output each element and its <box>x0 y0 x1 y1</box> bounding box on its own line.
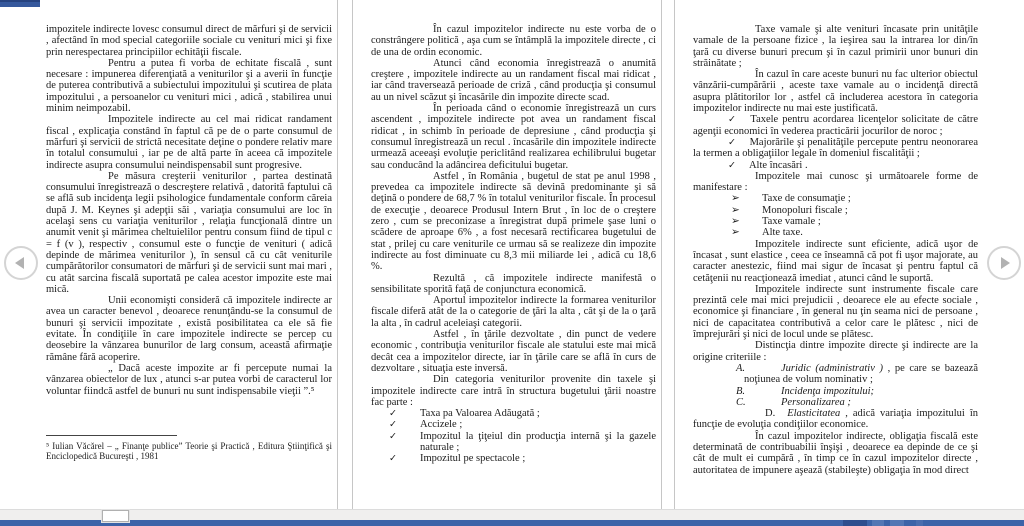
list-item <box>693 397 978 408</box>
list-item <box>693 408 978 431</box>
paragraph: Aportul impozitelor indirecte la formarea veniturilor fiscale diferă atât de la o categorie de ţări la alta , cât şi de la o ţară la alta , în cadrul aceleiaşi categorii. <box>371 295 656 329</box>
bottom-toolbar <box>0 520 1024 526</box>
list-item-text: Taxe de consumaţie ; <box>762 193 851 205</box>
footnote-rule <box>46 435 177 436</box>
paragraph: Atunci când economia înregistrează o anumită creştere , impozitele indirecte au un randament fiscal mai ridicat , iar când traversează perioade de criză , când producţia şi consumul au un nivel scăzut şi încasările din impozite directe scad. <box>371 57 656 103</box>
arrow-bullet-icon: ➢ <box>731 215 740 228</box>
list-item <box>693 114 978 137</box>
toolbar-button-partial[interactable] <box>872 520 884 526</box>
paragraph: Distincţia dintre impozite directe şi indirecte are la origine criteriile : <box>693 340 978 363</box>
paragraph: impozitele indirecte lovesc consumul direct de mărfuri şi de servicii , afectând în mod special categoriile sociale cu venituri mici şi fixe prin nerespectarea principiilor echităţii fiscale. <box>46 24 332 58</box>
list-item <box>693 363 978 386</box>
prev-page-button[interactable] <box>4 246 38 280</box>
list-item-text: Impozitul la ţiţeiul din producţia internă şi la gazele naturale ; <box>420 430 656 453</box>
check-icon: ✓ <box>728 114 738 126</box>
list-item-text: Alte încasări . <box>748 159 808 171</box>
paragraph: Din categoria veniturilor provenite din taxele şi impozitele indirecte care intră în structura bugetului ţării noastre fac parte : <box>371 374 656 408</box>
paragraph: Impozitele indirecte au cel mai ridicat randament fiscal , explicaţia constând în faptul că pe de o parte consumul de mărfuri şi servicii de strictă necesitate deţine o pondere relativ mare în totalul consumului , iar pe de altă parte în aceea că impozitele indirecte asupra consumului neindispensabil sunt progresive. <box>46 114 332 171</box>
list-letter-label: A. <box>736 362 746 374</box>
chevron-left-icon <box>15 257 24 269</box>
paragraph: Astfel , în ţările dezvoltate , din punct de vedere economic , contribuţia veniturilor fiscale ale statului este mai mică decât cea a impozitelor directe, iar în ţările care se află în curs de dezvoltare , situaţia este inversă. <box>371 329 656 374</box>
next-page-button[interactable] <box>987 246 1021 280</box>
check-icon: ✓ <box>389 453 397 465</box>
list-letter-label: D. <box>765 408 776 420</box>
chevron-right-icon <box>1001 257 1010 269</box>
toolbar-button-partial[interactable] <box>916 520 923 526</box>
toolbar-button-partial[interactable] <box>843 520 867 526</box>
list-item <box>693 160 978 171</box>
list-item-emphasis: Juridic (administrativ ) <box>781 362 883 374</box>
document-page-right <box>674 0 1024 526</box>
list-item-text: , adică variaţia impozitului în funcţie de evoluţia condiţiilor economice. <box>693 408 978 431</box>
paragraph: Astfel , în România , bugetul de stat pe anul 1998 , prevedea ca impozitele indirecte să devină predominante şi să deţină o pondere de 68,7 % în totalul veniturilor fiscale. În procesul de execuţie , deoarece Produsul Intern Brut , în loc de o creştere zero , cum se preconizase a înregistrat după primele şase luni o scădere de aproape 6% , a fost necesară rectificarea bugetului de stat , prilej cu care veniturile ce urmau să se realizeze din impozite indirecte au fost diminuate cu 8,3 mii miliarde lei , adică cu 18,6 %. <box>371 170 656 273</box>
list-item-emphasis: Incidenţa impozitului; <box>781 385 875 397</box>
list-item-text: Taxele pentru acordarea licenţelor solicitate de către agenţii economici în vederea practicării jocurilor de noroc ; <box>693 114 978 137</box>
paragraph: Impozitele indirecte sunt eficiente, adică uşor de încasat , sunt elastice , ceea ce înseamnă că pot fi uşor majorate, au caracter anestezic, fiind mai sigur de încasat şi pentru faptul că cetăţenii nu reacţionează imediat , atunci când le suportă. <box>693 238 978 284</box>
check-icon: ✓ <box>389 430 397 442</box>
document-page-center <box>352 0 662 526</box>
list-item-text: Alte taxe. <box>762 227 803 239</box>
list-item-text: Taxa pa Valoarea Adăugată ; <box>420 408 540 420</box>
paragraph: În perioada când o economie înregistrează un curs ascendent , impozitele indirecte pot avea un randament fiscal ridicat , in schimb în perioade de depresiune , când producţia şi consumul înregistrează un recul . încasările din impozitele indirecte urmează aceeaşi evoluţie periclitând realizarea echilibrului bugetar sau conducând la adâncirea deficitului bugetar. <box>371 103 656 171</box>
paragraph: Impozitele mai cunosc şi următoarele forme de manifestare : <box>693 170 978 194</box>
list-item-text: Impozitul pe spectacole ; <box>420 453 526 465</box>
paragraph: În cazul în care aceste bunuri nu fac ulterior obiectul vânzării-cumpărării , aceste taxe vamale au o incidenţă directă asupra plătitorilor lor , astfel că includerea acestora în categoria impozitelor indirecte nu mai este justificată. <box>693 69 978 115</box>
paragraph: „ Dacă aceste impozite ar fi percepute numai la vânzarea obiectelor de lux , atunci s-ar putea vorbi de caracterul lor voluntar fiindcă astfel de bunuri nu sunt indispensabile vieţii ”.⁵ <box>46 362 332 397</box>
paragraph: Unii economişti consideră că impozitele indirecte ar avea un caracter benevol , deoarece renunţându-se la consumul de bunuri şi servicii impozitate , există posibilitatea ca ele să fie evitate. În condiţiile în care impozitele indirecte se percep cu deosebire la vânzarea bunurilor de larg consum, această afirmaţie rămâne fără acoperire. <box>46 295 332 363</box>
check-icon: ✓ <box>389 419 397 431</box>
list-item-text: Accizele ; <box>420 419 463 431</box>
page-number-input[interactable] <box>102 510 129 522</box>
list-item-text: Taxe vamale ; <box>762 216 821 228</box>
list-item <box>371 419 656 430</box>
list-item <box>693 137 978 160</box>
check-icon: ✓ <box>389 408 397 420</box>
arrow-bullet-icon: ➢ <box>731 226 740 239</box>
list-item <box>371 408 656 419</box>
footnote-text: ⁵ Iulian Văcărel – „ Finanţe publice” Teorie şi Practică , Editura Ştiinţifică şi Enciclopedică Bucureşti , 1981 <box>46 440 332 462</box>
list-letter-label: C. <box>736 396 746 408</box>
check-icon: ✓ <box>728 159 736 171</box>
check-icon: ✓ <box>728 136 737 148</box>
page-text-column <box>371 24 656 465</box>
paragraph: Pe măsura creşterii veniturilor , partea destinată consumului înregistrează o descreştere relativă , datorită faptului că se află sub incidenţa legii psihologice fundamentale conform căreia după J. M. Keynes şi adepţii săi , variaţia consumului are loc în acelaşi sens cu variaţia veniturilor , relaţia funcţională dintre un anumit venit şi mărimea cheltuielilor pentru consum fiind de tipul c = f (v ), respectiv , consumul este o funcţie de venituri ( adică depinde de mărimea veniturilor ), în sensul că cu cât veniturile cumpărătorilor consumatori de mărfuri şi de servicii sunt mai mari , cu atât sarcina fiscală suportată pe calea acestor impozite este mai mică. <box>46 170 332 295</box>
loading-progress-bar <box>0 0 40 7</box>
list-item <box>371 431 656 454</box>
toolbar-button-partial[interactable] <box>890 520 904 526</box>
paragraph: Taxe vamale şi alte venituri încasate prin unităţile vamale de la persoane fizice , la ieşirea sau la intrarea lor din/în ţară cu diverse bunuri precum şi în cazul primirii unor bunuri din străinătate ; <box>693 24 978 69</box>
list-item-emphasis: Elasticitatea <box>787 408 841 420</box>
document-page-left <box>0 0 338 526</box>
list-item-emphasis: Personalizarea ; <box>781 396 851 408</box>
list-item-text: Majorările şi penalităţile percepute pentru neonorarea la termen a obligaţiilor legale în domeniul fiscalităţii ; <box>693 136 978 160</box>
paragraph: Rezultă , că impozitele indirecte manifestă o sensibilitate sporită faţă de conjunctura economică. <box>371 272 656 295</box>
list-item <box>371 453 656 464</box>
list-item-text: , pe care se bazează noţiunea de volum nominativ ; <box>744 362 978 386</box>
viewer-status-strip <box>0 509 1024 520</box>
paragraph: În cazul impozitelor indirecte nu este vorba de o constrângere politică , aşa cum se întâmplă la impozitele directe , ci de una de ordin economic. <box>371 24 656 58</box>
page-text-column <box>46 24 332 462</box>
arrow-bullet-icon: ➢ <box>731 203 740 216</box>
list-item <box>693 386 978 397</box>
paragraph: În cazul impozitelor indirecte, obligaţia fiscală este determinată de contribuabilii înşişi , deoarece ea depinde de ce şi cât de mult ei cumpără , în timp ce în cazul impozitelor directe , autoritatea de impunere aşează (stabileşte) obligaţia în mod direct <box>693 430 978 476</box>
paragraph: Impozitele indirecte sunt instrumente fiscale care prezintă cele mai mici prejudicii , deoarece ele au efecte sociale , economice şi financiare , în general nu ţin seama nici de persoane , nici de capacitatea contributivă a celor care le plătesc , nici de împrejurări şi nici de locul unde se plătesc. <box>693 283 978 341</box>
list-item <box>693 227 978 238</box>
page-text-column <box>693 24 978 476</box>
arrow-bullet-icon: ➢ <box>731 192 740 205</box>
list-item-text: Monopoluri fiscale ; <box>762 204 848 216</box>
list-letter-label: B. <box>736 385 746 397</box>
paragraph: Pentru a putea fi vorba de echitate fiscală , sunt necesare : impunerea diferenţiată a veniturilor şi a averii în funcţie de puterea contributivă a subiectului impozitului şi scutirea de plata impozitului , a persoanelor cu venituri mici , adică , stabilirea unui minim neimpozabil. <box>46 57 332 115</box>
